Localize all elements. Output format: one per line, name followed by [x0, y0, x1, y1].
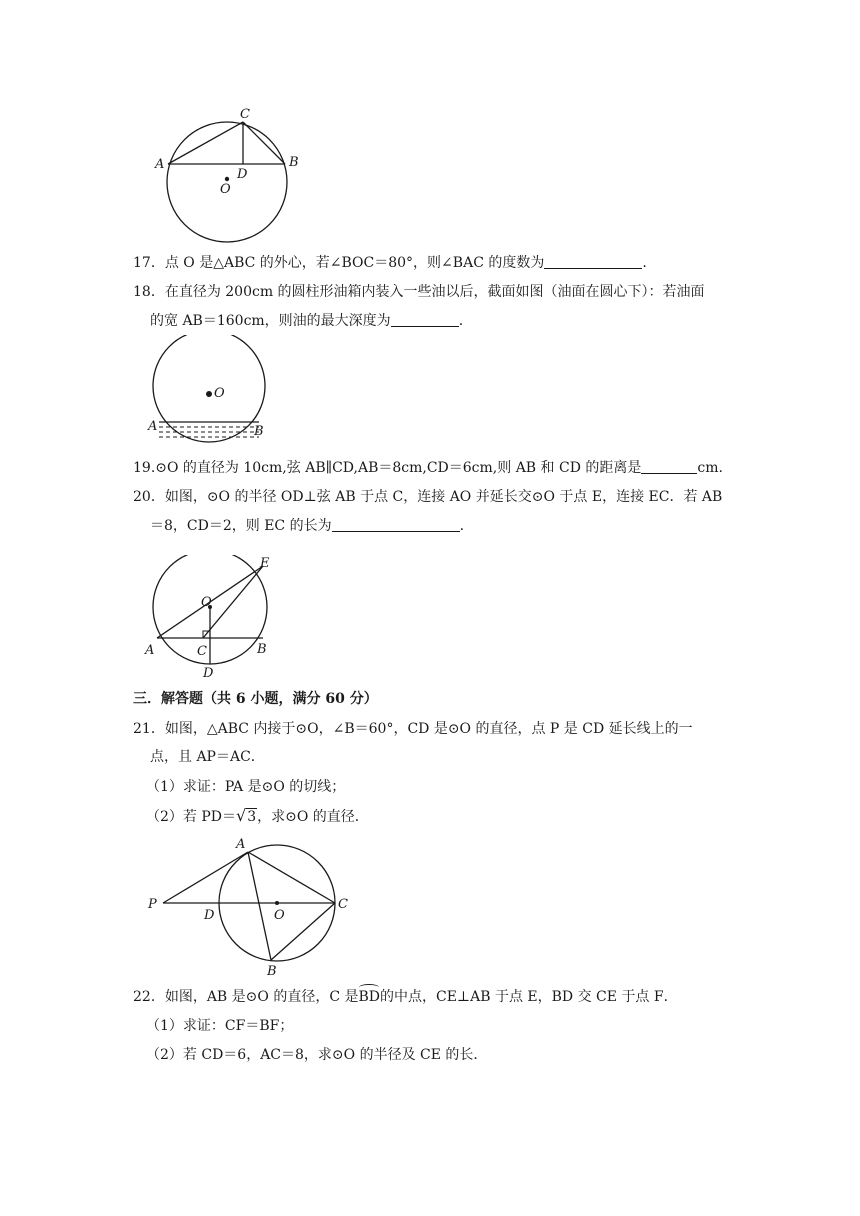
label-o: O	[201, 595, 212, 610]
figure-oil-tank	[145, 335, 275, 445]
label-c: C	[197, 644, 207, 659]
label-e: E	[260, 556, 270, 571]
label-b: B	[254, 424, 264, 439]
label-c: C	[240, 107, 250, 122]
question-17-text: 17．点 O 是△ABC 的外心，若∠BOC＝80°，则∠BAC 的度数为	[133, 255, 545, 271]
part2-suffix: ，求⊙O 的直径．	[257, 809, 369, 825]
question-22-line1	[133, 987, 678, 1007]
label-o: O	[220, 182, 231, 197]
answer-blank[interactable]	[332, 517, 460, 532]
label-b: B	[257, 642, 267, 657]
label-b: B	[267, 964, 277, 978]
label-o: O	[214, 386, 225, 401]
answer-blank[interactable]	[544, 254, 642, 269]
section-title: 三．解答题（共 6 小题，满分 60 分）	[133, 691, 378, 707]
period: .	[642, 255, 647, 271]
question-21-line2: 点，且 AP＝AC．	[150, 749, 265, 765]
label-a: A	[236, 837, 246, 852]
label-a: A	[148, 419, 158, 434]
label-c: C	[338, 897, 348, 912]
label-a: A	[155, 157, 165, 172]
figure-circle-abcd	[150, 100, 310, 245]
question-17	[133, 253, 647, 273]
question-21-line1: 21．如图，△ABC 内接于⊙O，∠B＝60°，CD 是⊙O 的直径，点 P 是 CD 延长线上的一	[133, 721, 693, 737]
figure-circle-aecd	[143, 555, 293, 665]
question-20-text: ＝8，CD＝2，则 EC 的长为	[150, 518, 332, 534]
question-18-text: 的宽 AB＝160cm，则油的最大深度为	[150, 313, 391, 329]
arc-mark	[359, 984, 379, 991]
question-22-part1: （1）求证：CF＝BF；	[146, 1018, 294, 1034]
sqrt-symbol: √	[236, 806, 247, 825]
arc-label: BD	[358, 989, 380, 1005]
question-19-text: 19.⊙O 的直径为 10cm,弦 AB∥CD,AB＝8cm,CD＝6cm,则 AB 和 CD 的距离是	[133, 460, 642, 476]
answer-blank[interactable]	[641, 459, 697, 474]
period: .	[459, 518, 465, 534]
label-d: D	[204, 908, 215, 923]
sqrt-radicand: 3	[247, 809, 257, 825]
label-d: D	[237, 167, 248, 182]
figure-tangent-pa	[145, 833, 360, 978]
question-20-line2	[150, 516, 464, 536]
question-22-part2: （2）若 CD＝6，AC＝8，求⊙O 的半径及 CE 的长．	[146, 1047, 488, 1063]
question-22-prefix: 22．如图，AB 是⊙O 的直径，C 是	[133, 989, 359, 1005]
question-20-line1: 20．如图，⊙O 的半径 OD⊥弦 AB 于点 C，连接 AO 并延长交⊙O 于点 E，连接 EC．若 AB	[133, 489, 723, 505]
label-a: A	[145, 643, 155, 658]
question-21-part1: （1）求证：PA 是⊙O 的切线；	[146, 779, 346, 795]
label-d-outside: D	[203, 666, 214, 681]
answer-blank[interactable]	[391, 312, 459, 327]
question-22-suffix: 的中点，CE⊥AB 于点 E，BD 交 CE 于点 F．	[380, 989, 678, 1005]
question-18-line1: 18．在直径为 200cm 的圆柱形油箱内装入一些油以后，截面如图（油面在圆心下）：若油面	[133, 284, 705, 300]
period: .	[458, 313, 464, 329]
part2-prefix: （2）若 PD＝	[146, 809, 237, 825]
unit-cm: cm.	[697, 460, 723, 476]
label-o: O	[274, 908, 285, 923]
label-b: B	[289, 155, 299, 170]
question-21-part2	[146, 806, 369, 827]
label-p: P	[148, 897, 157, 912]
question-19	[133, 458, 723, 478]
question-18-line2	[150, 311, 463, 331]
arc-bd	[358, 987, 380, 1007]
